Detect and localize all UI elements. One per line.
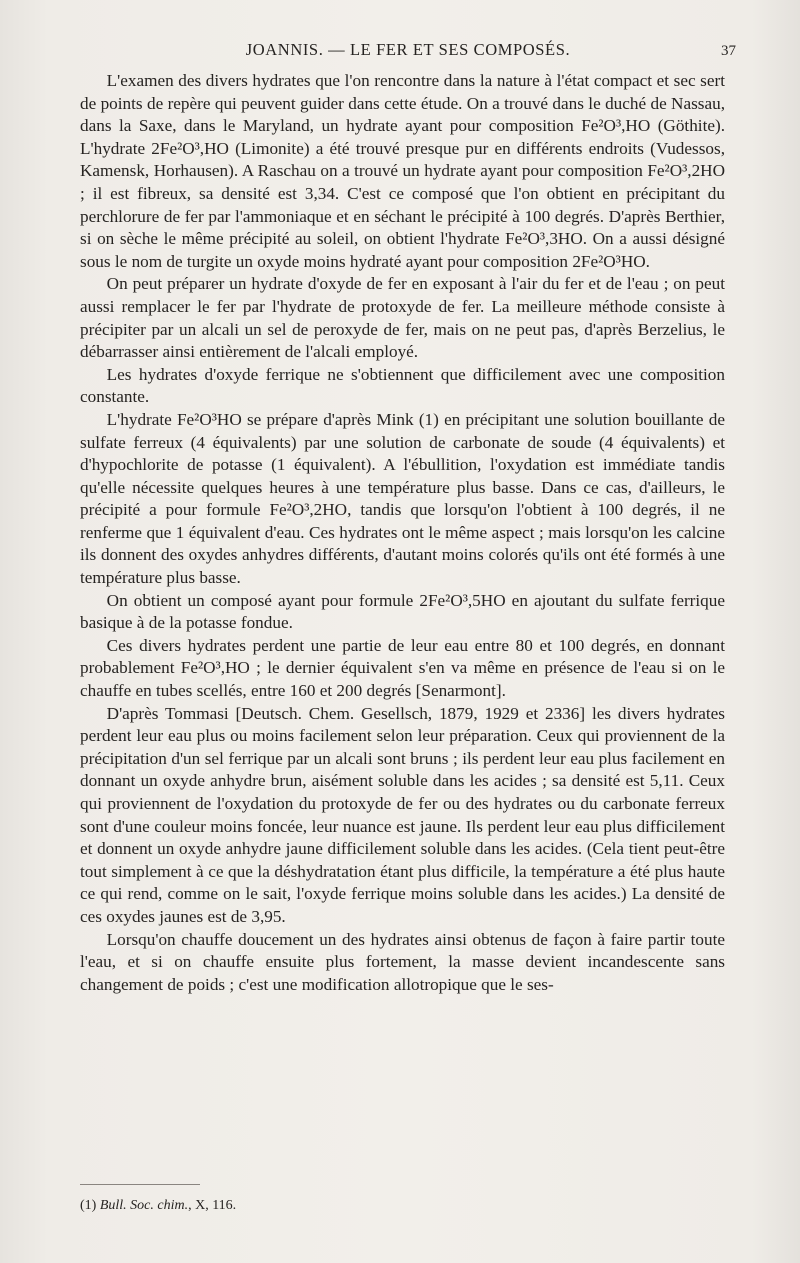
paragraph: Les hydrates d'oxyde ferrique ne s'obtiennent que difficilement avec une composition constante. (80, 364, 725, 407)
running-title: JOANNIS. — LE FER ET SES COMPOSÉS. (245, 40, 571, 59)
paragraph: On obtient un composé ayant pour formule 2Fe²O³,5HO en ajoutant du sulfate ferrique basique à de la potasse fondue. (80, 590, 725, 633)
footnote-divider (80, 1184, 200, 1185)
paragraph: L'examen des divers hydrates que l'on rencontre dans la nature à l'état compact et sec sert de points de repère qui peuvent guider dans cette étude. On a trouvé dans le duché de Nassau, dans la Saxe, dans le Maryland, un hydrate ayant pour composition Fe²O³,HO (Göthite). L'hydrate 2Fe²O³,HO (Limonite) a été trouvé presque pur en différents endroits (Vudessos, Kamensk, Horhausen). A Raschau on a trouvé un hydrate ayant pour composition Fe²O³,2HO ; il est fibreux, sa densité est 3,34. C'est ce composé que l'on obtient en précipitant du perchlorure de fer par l'ammoniaque et en séchant le précipité à 100 degrés. D'après Berthier, si on sèche le même précipité au soleil, on obtient l'hydrate Fe²O³,3HO. On a aussi désigné sous le nom de turgite un oxyde moins hydraté ayant pour composition 2Fe²O³HO. (80, 71, 725, 271)
paragraph: On peut préparer un hydrate d'oxyde de fer en exposant à l'air du fer et de l'eau ; on peut aussi remplacer le fer par l'hydrate de protoxyde de fer. La meilleure méthode consiste à précipiter par un alcali un sel de peroxyde de fer, mais on ne peut pas, d'après Berzelius, le débarrasser ainsi entièrement de l'alcali employé. (80, 274, 725, 362)
paragraph: D'après Tommasi [Deutsch. Chem. Gesellsch, 1879, 1929 et 2336] les divers hydrates perdent leur eau plus ou moins facilement selon leur préparation. Ceux qui proviennent de la précipitation d'un sel ferrique par un alcali sont bruns ; ils perdent leur eau plus facilement en donnant un oxyde anhydre brun, aisément soluble dans les acides ; sa densité est 5,11. Ceux qui proviennent de l'oxydation du protoxyde de fer ou des hydrates ou du carbonate ferreux sont d'une couleur moins foncée, leur nuance est jaune. Ils perdent leur eau plus difficilement et donnent un oxyde anhydre jaune difficilement soluble dans les acides. (Cela tient peut-être tout simplement à ce que la déshydratation étant plus difficile, la température a été plus haute ce qui rend, comme on le sait, l'oxyde ferrique moins soluble dans les acides.) La densité de ces oxydes jaunes est de 3,95. (80, 703, 725, 926)
paragraph: Lorsqu'on chauffe doucement un des hydrates ainsi obtenus de façon à faire partir toute l'eau, et si on chauffe ensuite plus fortement, la masse devient incandescente sans changement de poids ; c'est une modification allotropique que le ses- (80, 929, 725, 994)
body-text (80, 70, 725, 996)
paragraph: L'hydrate Fe²O³HO se prépare d'après Mink (1) en précipitant une solution bouillante de sulfate ferreux (4 équivalents) par une solution de carbonate de soude (4 équivalents) et d'hypochlorite de potasse (1 équivalent). A l'ébullition, l'oxydation est immédiate tandis qu'elle nécessite quelques heures à une température plus basse. Dans ce cas, d'ailleurs, le précipité a pour formule Fe²O³,2HO, tandis que lorsqu'on l'obtient à 100 degrés, il ne renferme que 1 équivalent d'eau. Ces hydrates ont le même aspect ; mais lorsqu'on les calcine ils donnent des oxydes anhydres différents, d'autant moins colorés qu'ils ont été formés à une température plus basse. (80, 409, 725, 588)
footnote-source: Bull. Soc. chim. (99, 1198, 189, 1213)
page-number: 37 (721, 43, 736, 59)
footnote-reference: , X, 116. (188, 1198, 237, 1213)
footnote (80, 1198, 720, 1214)
paragraph: Ces divers hydrates perdent une partie de leur eau entre 80 et 100 degrés, en donnant probablement Fe²O³,HO ; le dernier équivalent s'en va même en présence de l'eau si on le chauffe en tubes scellés, entre 160 et 200 degrés [Senarmont]. (80, 635, 725, 701)
footnote-marker: (1) (80, 1198, 97, 1213)
running-header (80, 40, 736, 64)
